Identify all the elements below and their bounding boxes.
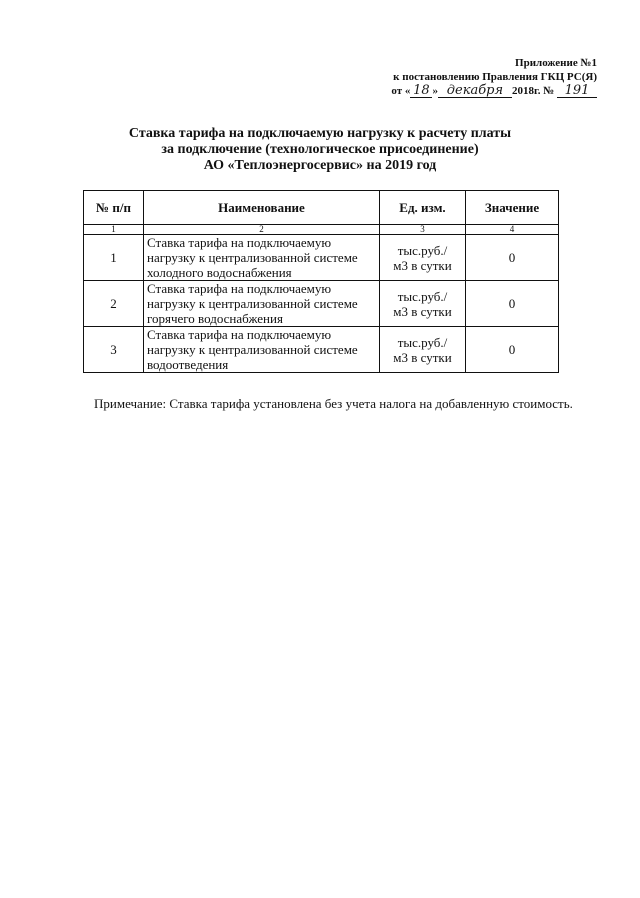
note-text: Примечание: Ставка тарифа установлена без учета налога на добавленную стоимость.: [94, 396, 573, 411]
title-line-1: Ставка тарифа на подключаемую нагрузку к расчету платы: [128, 126, 512, 141]
tariff-table: [83, 190, 559, 373]
row-unit-line: тыс.руб./: [397, 334, 448, 350]
date-prefix: от «: [391, 85, 411, 97]
row-name-line: нагрузку к централизованной системе: [147, 250, 358, 265]
appendix-resolution: к постановлению Правления ГКЦ РС(Я): [393, 71, 597, 83]
row-number: 1: [84, 235, 144, 281]
table-row: [84, 281, 559, 327]
appendix-block: [391, 56, 597, 98]
row-number: 2: [84, 281, 144, 327]
row-unit: [380, 235, 466, 281]
year-text: 2018г. №: [511, 85, 555, 97]
row-unit-line: м3 в сутки: [393, 257, 452, 273]
appendix-title: Приложение №1: [515, 57, 597, 69]
handwritten-month: декабря: [438, 85, 512, 98]
row-name: [144, 281, 380, 327]
row-name-line: Ставка тарифа на подключаемую: [147, 327, 332, 342]
row-name-line: холодного водоснабжения: [147, 265, 292, 280]
title-line-3: АО «Теплоэнергосервис» на 2019 год: [203, 158, 437, 173]
column-index: 4: [466, 225, 559, 235]
row-unit: [380, 327, 466, 373]
appendix-date-line: [391, 84, 597, 98]
row-value: 0: [466, 281, 559, 327]
header-name: Наименование: [144, 191, 380, 225]
table-row: [84, 235, 559, 281]
row-name-line: нагрузку к централизованной системе: [147, 296, 358, 311]
column-index: 1: [84, 225, 144, 235]
row-name-line: водоотведения: [147, 357, 229, 372]
document-title: [0, 126, 640, 174]
row-name-line: Ставка тарифа на подключаемую: [147, 235, 332, 250]
handwritten-number: 191: [557, 85, 597, 98]
table-header-row: [84, 191, 559, 225]
row-unit-line: м3 в сутки: [393, 349, 452, 365]
handwritten-day: 18: [410, 85, 432, 98]
row-name-line: Ставка тарифа на подключаемую: [147, 281, 332, 296]
row-name: [144, 235, 380, 281]
row-unit-line: м3 в сутки: [393, 303, 452, 319]
table-row: [84, 327, 559, 373]
row-name-line: нагрузку к централизованной системе: [147, 342, 358, 357]
row-number: 3: [84, 327, 144, 373]
row-value: 0: [466, 235, 559, 281]
row-name: [144, 327, 380, 373]
row-unit: [380, 281, 466, 327]
title-line-2: за подключение (технологическое присоединение): [161, 142, 479, 157]
column-index-row: [84, 225, 559, 235]
row-name-line: горячего водоснабжения: [147, 311, 283, 326]
column-index: 3: [380, 225, 466, 235]
date-mid: »: [432, 85, 438, 97]
header-number: № п/п: [84, 191, 144, 225]
row-value: 0: [466, 327, 559, 373]
header-value: Значение: [466, 191, 559, 225]
row-unit-line: тыс.руб./: [397, 288, 448, 304]
header-unit: Ед. изм.: [380, 191, 466, 225]
column-index: 2: [144, 225, 380, 235]
row-unit-line: тыс.руб./: [397, 242, 448, 258]
